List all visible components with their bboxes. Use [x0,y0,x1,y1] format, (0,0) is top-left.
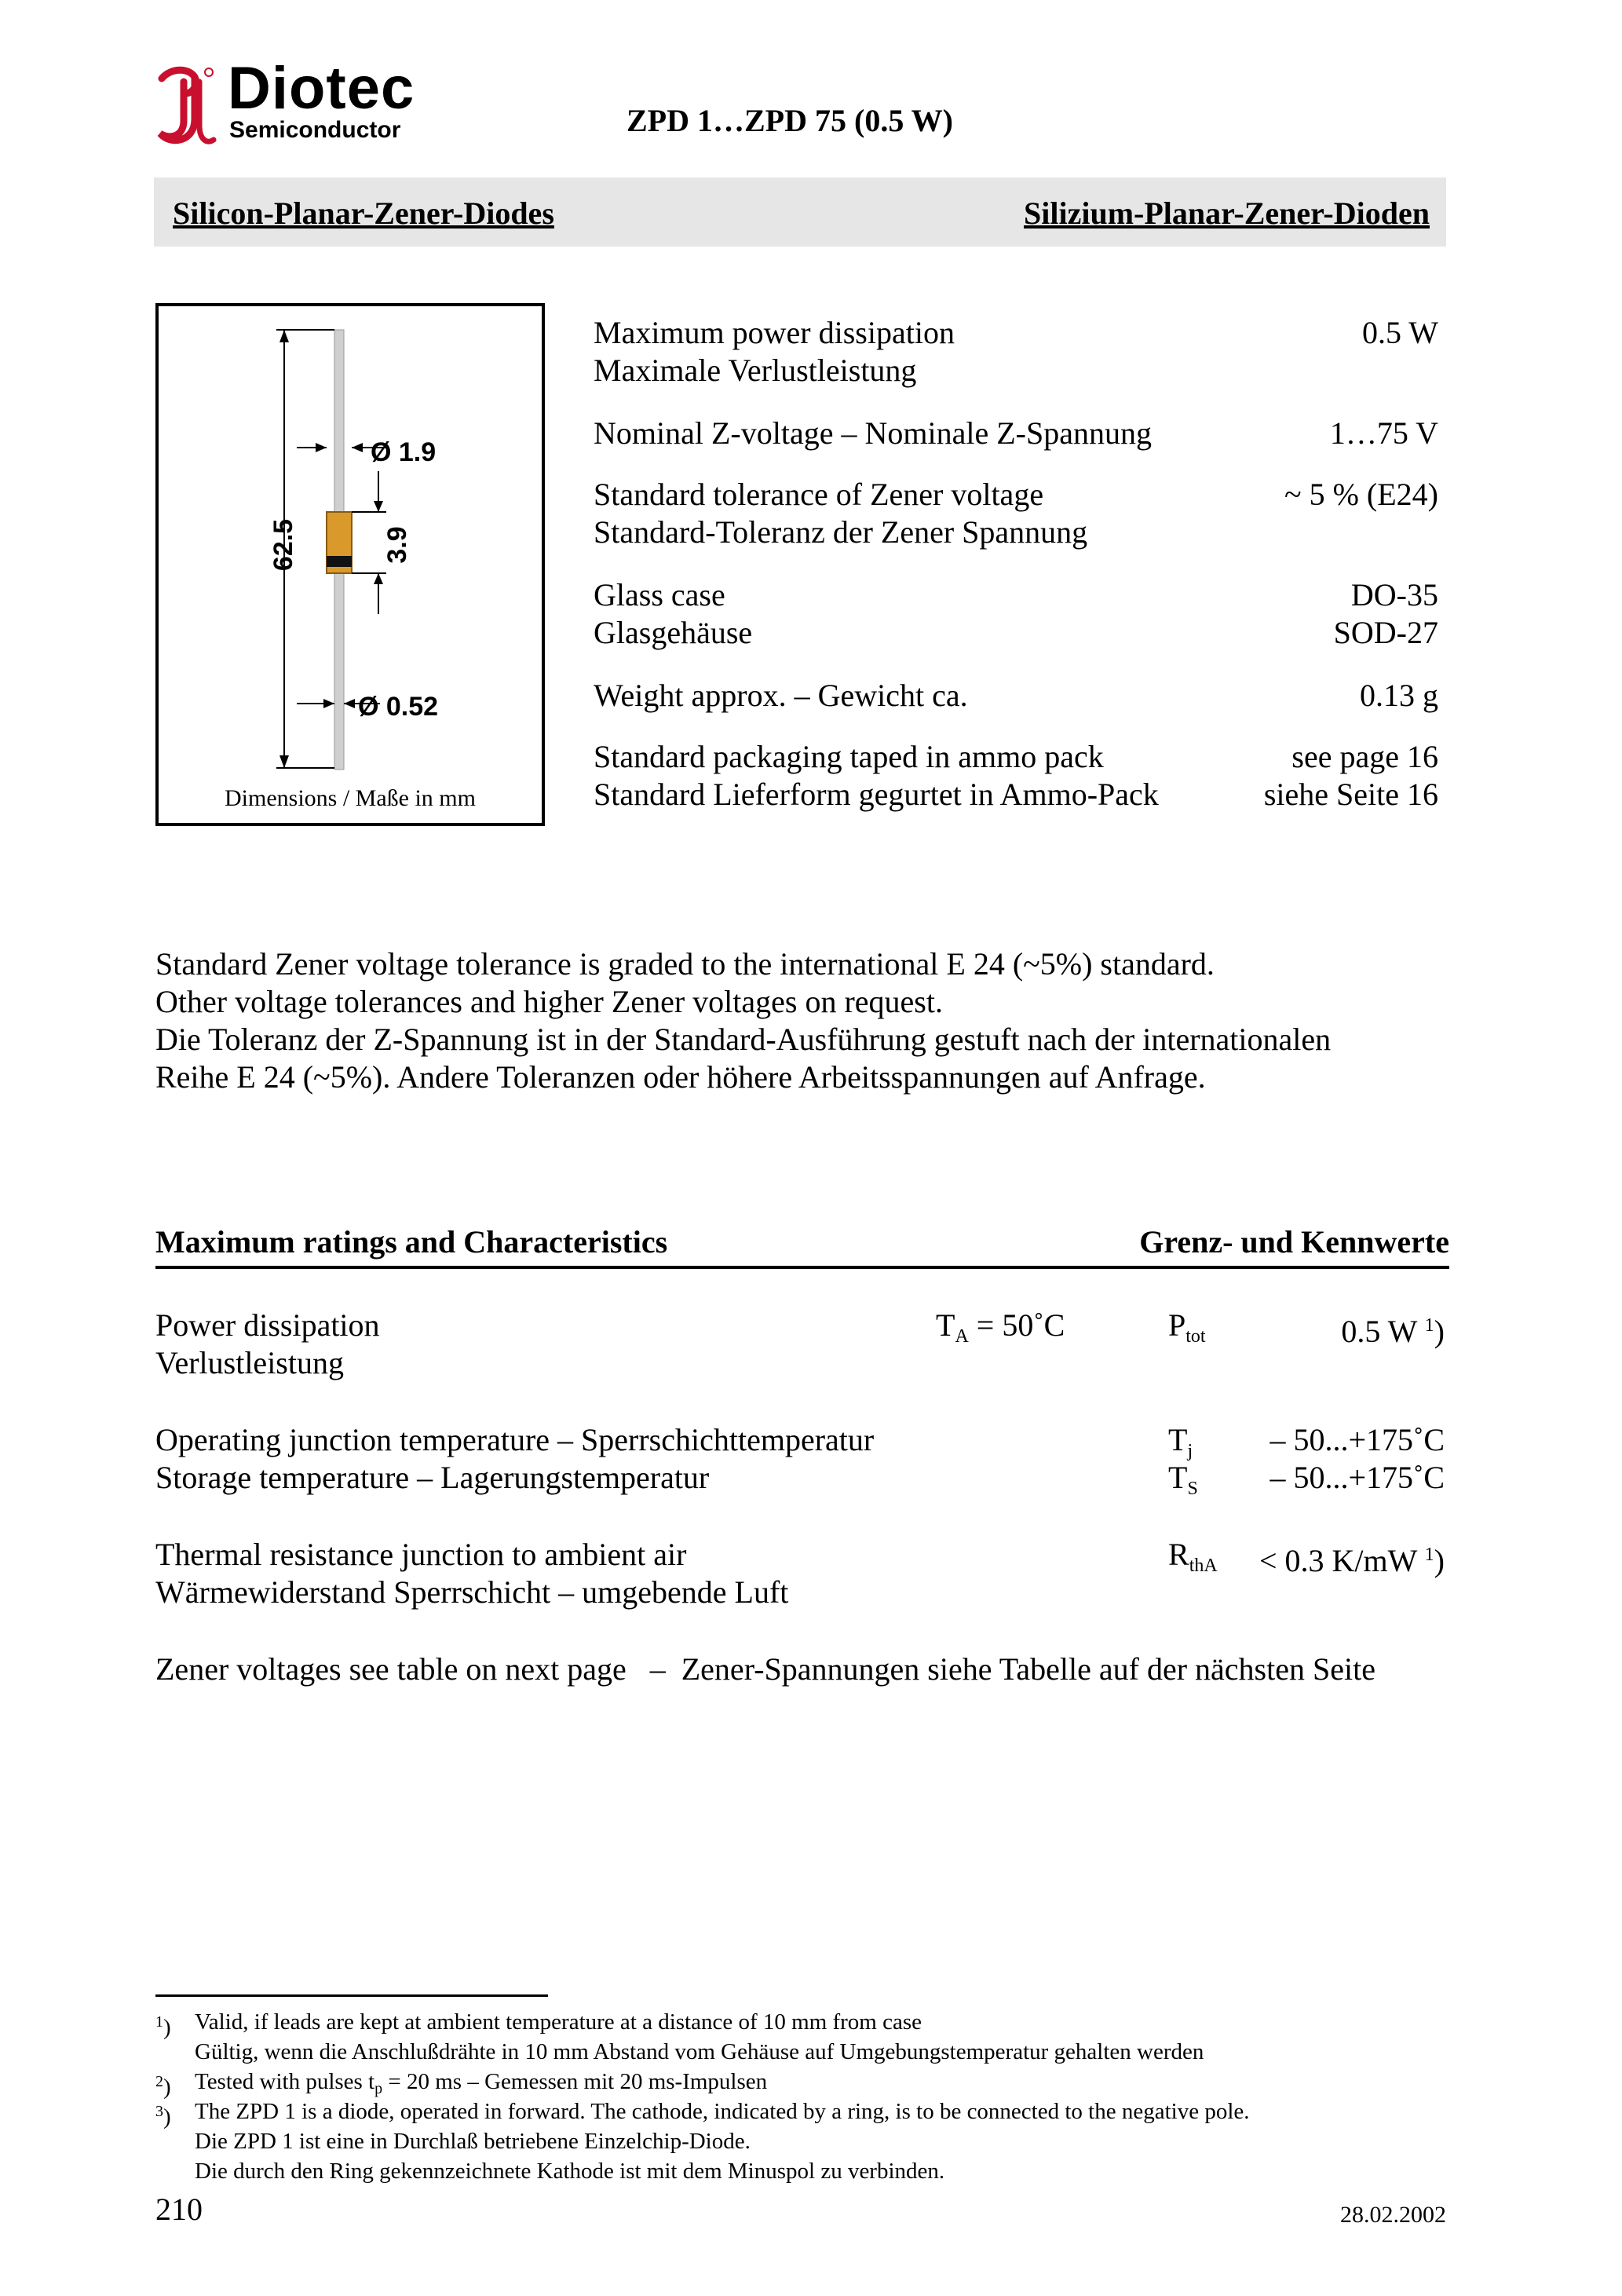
cathode-ring [327,556,352,567]
spec-case-en: Glass case [594,577,725,612]
rating-rth-symbol: $R_{thA}$ [1168,1537,1218,1576]
footnote-1-marker: $^1$) [155,2013,171,2040]
document-date: 28.02.2002 [1340,2202,1446,2228]
spec-zvoltage: Nominal Z-voltage – Nominale Z-Spannung [594,415,1152,451]
footnote-3-marker: $^3$) [155,2103,171,2130]
spec-packaging-value-2: siehe Seite 16 [1263,777,1438,812]
rating-power-en: Power dissipation [155,1307,380,1343]
spec-weight: Weight approx. – Gewicht ca. [594,678,968,713]
dim-body-diameter: Ø 1.9 [371,437,437,467]
paragraph-line: Other voltage tolerances and higher Zener voltages on request. [155,984,943,1019]
rating-tj-symbol: $T_j$ [1168,1422,1193,1461]
brand-name: Diotec [228,55,415,122]
spec-case-value: DO-35 [1350,577,1438,612]
footnote-2: Tested with pulses $t_p = 20$ ms – Gemessen mit 20 ms-Impulsen [195,2069,768,2097]
footnote-2-marker: $^2$) [155,2073,171,2100]
spec-tolerance-en: Standard tolerance of Zener voltage [594,477,1044,512]
spec-power-de: Maximale Verlustleistung [594,353,917,388]
rating-ts-text: Storage temperature – Lagerungstemperatur [155,1460,710,1495]
footnote-1-de: Gültig, wenn die Anschlußdrähte in 10 mm Abstand vom Gehäuse auf Umgebungstemperatur gehalten werden [195,2039,1204,2064]
spec-tolerance-value: ~ 5 % (E24) [1284,477,1438,512]
spec-case-value-2: SOD-27 [1333,615,1438,650]
rating-rth-value: < 0.3 K/mW $^1$) [1259,1543,1445,1578]
rating-tj-text: Operating junction temperature – Sperrschichttemperatur [155,1422,875,1457]
paragraph-line: Standard Zener voltage tolerance is graded to the international E 24 (~5%) standard. [155,946,1215,982]
dim-lead-diameter: Ø 0.52 [358,692,439,722]
diotec-logo-icon [154,64,217,151]
dim-body-length: 3.9 [382,526,412,564]
footnote-1-en: Valid, if leads are kept at ambient temperature at a distance of 10 mm from case [195,2009,922,2035]
dim-total-length: 62.5 [269,518,298,572]
ratings-title-de: Grenz- und Kennwerte [1139,1224,1449,1260]
zener-table-note: Zener voltages see table on next page – Zener-Spannungen siehe Tabelle auf der nächsten Seite [155,1651,1375,1687]
rating-power-symbol: $P_{tot}$ [1168,1307,1206,1347]
diode-dimension-drawing [159,306,542,777]
footnote-3-de-1: Die ZPD 1 ist eine in Durchlaß betriebene Einzelchip-Diode. [195,2129,751,2154]
footnote-rule [155,1994,548,1997]
spec-weight-value: 0.13 g [1360,678,1438,713]
rating-power-de: Verlustleistung [155,1345,344,1380]
spec-power-value: 0.5 W [1361,315,1438,350]
ratings-title-en: Maximum ratings and Characteristics [155,1224,668,1260]
rating-power-condition: $T_A$ = 50˚C [936,1307,1065,1347]
spec-packaging-de: Standard Lieferform gegurtet in Ammo-Pack [594,777,1159,812]
page-number: 210 [155,2192,203,2227]
spec-tolerance-de: Standard-Toleranz der Zener Spannung [594,514,1088,550]
rating-ts-symbol: $T_S$ [1168,1460,1198,1499]
rating-rth-de: Wärmewiderstand Sperrschicht – umgebende Luft [155,1574,789,1610]
spec-power-en: Maximum power dissipation [594,315,955,350]
spec-packaging-value: see page 16 [1291,739,1438,774]
paragraph-line: Reihe E 24 (~5%). Andere Toleranzen oder höhere Arbeitsspannungen auf Anfrage. [155,1059,1206,1095]
document-title: ZPD 1…ZPD 75 (0.5 W) [627,103,953,138]
rating-tj-value: – 50...+175˚C [1269,1422,1445,1457]
paragraph-line: Die Toleranz der Z-Spannung ist in der Standard-Ausführung gestuft nach der internationalen [155,1022,1332,1057]
footnote-3-de-2: Die durch den Ring gekennzeichnete Kathode ist mit dem Minuspol zu verbinden. [195,2159,945,2184]
rating-ts-value: – 50...+175˚C [1269,1460,1445,1495]
footnote-3-en: The ZPD 1 is a diode, operated in forward. The cathode, indicated by a ring, is to be connected to the negative pole. [195,2099,1250,2124]
spec-packaging-en: Standard packaging taped in ammo pack [594,739,1104,774]
brand-subtitle: Semiconductor [229,117,401,143]
banner-title-de: Silizium-Planar-Zener-Dioden [1024,196,1430,231]
spec-case-de: Glasgehäuse [594,615,753,650]
rating-power-value: 0.5 W $^1$) [1341,1314,1445,1349]
rating-rth-en: Thermal resistance junction to ambient air [155,1537,687,1572]
figure-caption: Dimensions / Maße in mm [225,785,476,811]
banner-title-en: Silicon-Planar-Zener-Diodes [173,196,554,231]
spec-zvoltage-value: 1…75 V [1329,415,1438,451]
